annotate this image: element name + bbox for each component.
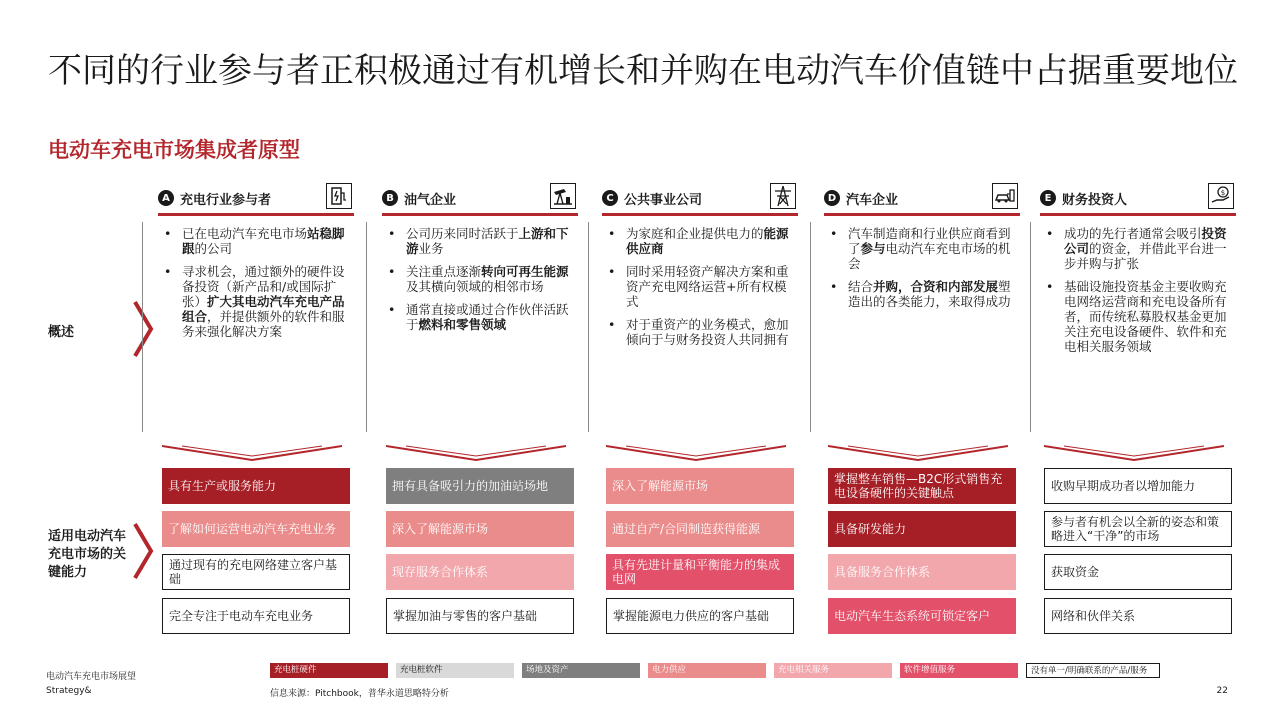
legend-item: 充电桩硬件 [270,663,388,678]
capability-box: 拥有具备吸引力的加油站场地 [386,468,574,504]
bullet-emphasis: 参与 [860,241,886,256]
capability-box: 获取资金 [1044,554,1232,590]
capability-box: 深入了解能源市场 [386,511,574,547]
money-hand-icon [1208,183,1234,209]
overview-bullets [1040,226,1236,354]
capability-box: 具备服务合作体系 [828,554,1016,590]
bullet-text: 成功的先行者通常会吸引 [1064,226,1202,241]
bullet-text: 基础设施投资基金主要收购充电网络运营商和充电设备所有者，而传统私募股权基金更加关注充电设备硬件、软件和充电相关服务领域 [1064,279,1227,354]
down-arrow-icon [1044,444,1224,462]
overview-bullets [602,226,798,347]
overview-bullets [158,226,354,339]
bullet-text: 通常直接或通过合作伙伴活跃于 [406,302,569,332]
bullet-item [174,226,354,256]
legend-item: 电力供应 [648,663,766,678]
bullet-text: 及其横向领域的相邻市场 [406,279,544,294]
bullet-text: 业务 [418,241,444,256]
legend-item: 没有单一/明确联系的产品/服务 [1026,663,1160,678]
capability-box: 具备研发能力 [828,511,1016,547]
column-header [158,183,354,216]
bullet-emphasis: 能源供应商 [626,226,789,256]
bullet-emphasis: 站稳脚跟 [182,226,345,256]
capability-box: 完全专注于电动车充电业务 [162,598,350,634]
column-title: 汽车企业 [846,192,899,208]
capability-box: 掌握加油与零售的客户基础 [386,598,574,634]
bullet-text: 的资金，并借此平台进一步并购与扩张 [1064,241,1227,271]
row-label-capabilities: 适用电动汽车充电市场的关键能力 [48,529,127,580]
bullet-item [174,264,354,339]
column-title: 公共事业公司 [624,192,703,208]
column-badge: A [158,190,174,206]
bullet-text: 结合 [848,279,874,294]
column-separator [366,222,367,432]
capability-box: 了解如何运营电动汽车充电业务 [162,511,350,547]
column-title: 充电行业参与者 [180,192,272,208]
capability-box: 掌握能源电力供应的客户基础 [606,598,794,634]
bullet-text: 公司历来同时活跃于 [406,226,519,241]
svg-text:$: $ [1220,189,1226,197]
bullet-emphasis: 投资公司 [1064,226,1227,256]
column-header [1040,183,1236,216]
column-title: 油气企业 [404,192,457,208]
bullet-text: ，并提供额外的软件和服务来强化解决方案 [182,309,345,339]
capability-box: 通过自产/合同制造获得能源 [606,511,794,547]
column-separator [588,222,589,432]
bullet-item [398,264,578,294]
column-c [602,183,798,355]
bullet-item [840,279,1020,309]
bullet-text: 汽车制造商和行业供应商看到了 [848,226,1011,256]
legend-item: 充电相关服务 [774,663,892,678]
down-arrow-icon [386,444,566,462]
column-separator [1030,222,1031,432]
bullet-text: 已在电动汽车充电市场 [182,226,308,241]
column-badge: B [382,190,398,206]
page-subtitle: 电动车充电市场集成者原型 [48,138,300,162]
capability-box: 网络和伙伴关系 [1044,598,1232,634]
bullet-item [840,226,1020,271]
column-badge: D [824,190,840,206]
row-label-overview: 概述 [48,325,75,340]
bullet-text: 电动汽车充电市场的机会 [848,241,1011,271]
column-separator [810,222,811,432]
bullet-item [1056,226,1236,271]
column-header [602,183,798,216]
bullet-item [618,264,798,309]
power-tower-icon [770,183,796,209]
capability-box: 收购早期成功者以增加能力 [1044,468,1232,504]
capability-box: 具有先进计量和平衡能力的集成电网 [606,554,794,590]
capability-box: 现存服务合作体系 [386,554,574,590]
bullet-text: 同时采用轻资产解决方案和重资产充电网络运营+所有权模式 [626,264,789,309]
overview-bullets [824,226,1020,309]
legend-item: 场地及资产 [522,663,640,678]
column-badge: E [1040,190,1056,206]
capability-box: 掌握整车销售—B2C形式销售充电设备硬件的关键触点 [828,468,1016,504]
bullet-text: 的公司 [194,241,233,256]
charger-icon [326,183,352,209]
bullet-item [398,226,578,256]
column-badge: C [602,190,618,206]
bullet-text: 为家庭和企业提供电力的 [626,226,764,241]
brand-name: Strategy& [46,686,92,696]
page-title: 不同的行业参与者正积极通过有机增长和并购在电动汽车价值链中占据重要地位 [48,51,1238,91]
bullet-emphasis: 扩大其电动汽车充电产品组合 [182,294,345,324]
down-arrow-icon [606,444,786,462]
bullet-emphasis: 转向可再生能源 [481,264,569,279]
column-d [824,183,1020,317]
legend-item: 充电桩软件 [396,663,514,678]
column-a [158,183,354,347]
column-header [382,183,578,216]
bullet-emphasis: 上游和下游 [406,226,569,256]
bullet-text: 关注重点逐渐 [406,264,482,279]
legend-item: 软件增值服务 [900,663,1018,678]
legend [270,663,1160,678]
footer-left [46,670,136,698]
bullet-item [618,317,798,347]
report-name: 电动汽车充电市场展望 [46,672,137,682]
bullet-text: 对于重资产的业务模式，愈加倾向于与财务投资人共同拥有 [626,317,789,347]
bullet-item [1056,279,1236,354]
bullet-emphasis: 并购，合资和内部发展 [873,279,999,294]
column-separator [142,222,143,432]
page-number: 22 [1216,686,1228,696]
overview-bullets [382,226,578,332]
capability-box: 深入了解能源市场 [606,468,794,504]
capability-box: 电动汽车生态系统可锁定客户 [828,598,1016,634]
column-e [1040,183,1236,362]
chevron-right-icon [132,522,154,580]
car-charging-icon [992,183,1018,209]
capability-box: 具有生产或服务能力 [162,468,350,504]
chevron-right-icon [132,300,154,358]
capability-box: 通过现有的充电网络建立客户基础 [162,554,350,590]
bullet-item [398,302,578,332]
oil-pump-icon [550,183,576,209]
down-arrow-icon [162,444,342,462]
bullet-item [618,226,798,256]
column-b [382,183,578,340]
bullet-emphasis: 燃料和零售领域 [418,317,507,332]
bullet-text: 寻求机会，通过额外的硬件设备投资（新产品和/或国际扩张） [182,264,345,309]
bullet-text: 塑造出的各类能力，来取得成功 [848,279,1011,309]
source-note: 信息来源：Pitchbook，普华永道思略特分析 [270,689,449,699]
column-title: 财务投资人 [1062,192,1128,208]
column-header [824,183,1020,216]
capability-box: 参与者有机会以全新的姿态和策略进入“干净”的市场 [1044,511,1232,547]
down-arrow-icon [828,444,1008,462]
